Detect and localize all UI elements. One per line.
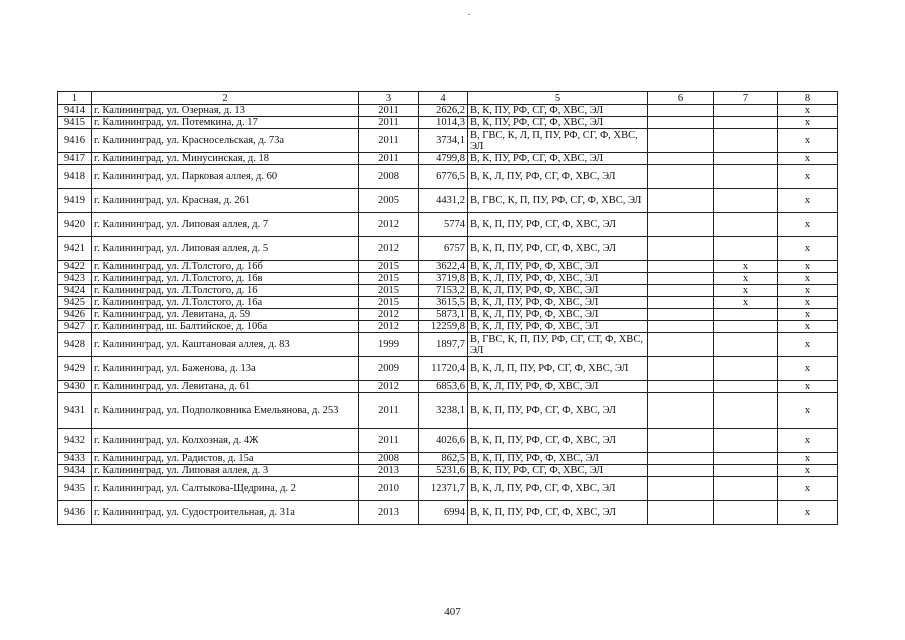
table-row (58, 273, 838, 285)
col8-cell: x (778, 501, 838, 525)
col6-cell (648, 333, 714, 357)
col-header: 7 (714, 92, 778, 105)
year-cell: 1999 (359, 333, 419, 357)
col8-cell: x (778, 273, 838, 285)
col6-cell (648, 321, 714, 333)
row-number-cell: 9415 (58, 117, 92, 129)
address-cell: г. Калининград, ул. Каштановая аллея, д. 83 (92, 333, 359, 357)
address-cell: г. Калининград, ул. Л.Толстого, д. 16в (92, 273, 359, 285)
col6-cell (648, 153, 714, 165)
col7-cell (714, 321, 778, 333)
address-cell: г. Калининград, ул. Л.Толстого, д. 16 (92, 285, 359, 297)
col7-cell (714, 213, 778, 237)
area-cell: 12259,8 (419, 321, 468, 333)
col7-cell (714, 237, 778, 261)
col7-cell (714, 453, 778, 465)
col6-cell (648, 429, 714, 453)
table-row (58, 357, 838, 381)
col-header: 4 (419, 92, 468, 105)
row-number-cell: 9432 (58, 429, 92, 453)
col6-cell (648, 261, 714, 273)
col8-cell: x (778, 297, 838, 309)
works-cell: В, ГВС, К, П, ПУ, РФ, СГ, Ф, ХВС, ЭЛ (468, 189, 648, 213)
area-cell: 5231,6 (419, 465, 468, 477)
works-cell: В, К, ПУ, РФ, СГ, Ф, ХВС, ЭЛ (468, 153, 648, 165)
address-cell: г. Калининград, ул. Колхозная, д. 4Ж (92, 429, 359, 453)
works-cell: В, К, Л, ПУ, РФ, СГ, Ф, ХВС, ЭЛ (468, 477, 648, 501)
row-number-cell: 9421 (58, 237, 92, 261)
area-cell: 6853,6 (419, 381, 468, 393)
row-number-cell: 9431 (58, 393, 92, 429)
row-number-cell: 9419 (58, 189, 92, 213)
col-header: 2 (92, 92, 359, 105)
works-cell: В, К, Л, ПУ, РФ, Ф, ХВС, ЭЛ (468, 297, 648, 309)
col8-cell: x (778, 429, 838, 453)
col6-cell (648, 213, 714, 237)
row-number-cell: 9424 (58, 285, 92, 297)
row-number-cell: 9423 (58, 273, 92, 285)
col7-cell (714, 393, 778, 429)
area-cell: 7153,2 (419, 285, 468, 297)
col8-cell: x (778, 381, 838, 393)
area-cell: 4431,2 (419, 189, 468, 213)
area-cell: 6776,5 (419, 165, 468, 189)
works-cell: В, ГВС, К, Л, П, ПУ, РФ, СГ, Ф, ХВС, ЭЛ (468, 129, 648, 153)
table-row (58, 321, 838, 333)
col6-cell (648, 453, 714, 465)
col8-cell: x (778, 129, 838, 153)
table-row (58, 105, 838, 117)
table-row (58, 213, 838, 237)
col7-cell (714, 153, 778, 165)
works-cell: В, К, Л, ПУ, РФ, СГ, Ф, ХВС, ЭЛ (468, 165, 648, 189)
col6-cell (648, 117, 714, 129)
works-cell: В, К, Л, ПУ, РФ, Ф, ХВС, ЭЛ (468, 381, 648, 393)
year-cell: 2011 (359, 105, 419, 117)
address-cell: г. Калининград, ул. Салтыкова-Щедрина, д. 2 (92, 477, 359, 501)
year-cell: 2015 (359, 261, 419, 273)
col6-cell (648, 129, 714, 153)
area-cell: 862,5 (419, 453, 468, 465)
works-cell: В, К, П, ПУ, РФ, СГ, Ф, ХВС, ЭЛ (468, 237, 648, 261)
year-cell: 2013 (359, 465, 419, 477)
table-row (58, 393, 838, 429)
table-row (58, 465, 838, 477)
year-cell: 2011 (359, 129, 419, 153)
works-cell: В, К, Л, ПУ, РФ, Ф, ХВС, ЭЛ (468, 309, 648, 321)
area-cell: 2626,2 (419, 105, 468, 117)
table-row (58, 297, 838, 309)
col8-cell: x (778, 261, 838, 273)
year-cell: 2015 (359, 297, 419, 309)
area-cell: 6994 (419, 501, 468, 525)
col6-cell (648, 165, 714, 189)
row-number-cell: 9430 (58, 381, 92, 393)
area-cell: 3238,1 (419, 393, 468, 429)
year-cell: 2012 (359, 381, 419, 393)
col7-cell: x (714, 297, 778, 309)
row-number-cell: 9436 (58, 501, 92, 525)
year-cell: 2010 (359, 477, 419, 501)
area-cell: 11720,4 (419, 357, 468, 381)
col8-cell: x (778, 165, 838, 189)
col7-cell (714, 501, 778, 525)
address-cell: г. Калининград, ул. Парковая аллея, д. 60 (92, 165, 359, 189)
row-number-cell: 9433 (58, 453, 92, 465)
table-row (58, 117, 838, 129)
year-cell: 2009 (359, 357, 419, 381)
address-cell: г. Калининград, ул. Л.Толстого, д. 16б (92, 261, 359, 273)
col-header: 8 (778, 92, 838, 105)
col8-cell: x (778, 453, 838, 465)
scan-speck (468, 14, 470, 15)
table-row (58, 453, 838, 465)
table-row (58, 153, 838, 165)
col6-cell (648, 357, 714, 381)
area-cell: 3734,1 (419, 129, 468, 153)
row-number-cell: 9414 (58, 105, 92, 117)
housing-register-table (57, 91, 838, 525)
works-cell: В, К, П, ПУ, РФ, СГ, Ф, ХВС, ЭЛ (468, 429, 648, 453)
col6-cell (648, 477, 714, 501)
col7-cell (714, 309, 778, 321)
year-cell: 2015 (359, 273, 419, 285)
address-cell: г. Калининград, ул. Баженова, д. 13а (92, 357, 359, 381)
table-row (58, 285, 838, 297)
year-cell: 2012 (359, 321, 419, 333)
works-cell: В, К, Л, ПУ, РФ, Ф, ХВС, ЭЛ (468, 261, 648, 273)
col6-cell (648, 237, 714, 261)
works-cell: В, К, ПУ, РФ, СГ, Ф, ХВС, ЭЛ (468, 117, 648, 129)
table-row (58, 477, 838, 501)
year-cell: 2011 (359, 429, 419, 453)
address-cell: г. Калининград, ул. Судостроительная, д. 31а (92, 501, 359, 525)
row-number-cell: 9428 (58, 333, 92, 357)
col-header: 6 (648, 92, 714, 105)
table-row (58, 429, 838, 453)
year-cell: 2011 (359, 393, 419, 429)
col6-cell (648, 273, 714, 285)
table-row (58, 309, 838, 321)
col7-cell: x (714, 261, 778, 273)
works-cell: В, ГВС, К, П, ПУ, РФ, СГ, СТ, Ф, ХВС, ЭЛ (468, 333, 648, 357)
year-cell: 2012 (359, 237, 419, 261)
row-number-cell: 9422 (58, 261, 92, 273)
table-row (58, 333, 838, 357)
year-cell: 2012 (359, 213, 419, 237)
col7-cell (714, 189, 778, 213)
address-cell: г. Калининград, ул. Левитана, д. 61 (92, 381, 359, 393)
col8-cell: x (778, 357, 838, 381)
table-row (58, 261, 838, 273)
works-cell: В, К, ПУ, РФ, СГ, Ф, ХВС, ЭЛ (468, 465, 648, 477)
address-cell: г. Калининград, ул. Левитана, д. 59 (92, 309, 359, 321)
works-cell: В, К, Л, П, ПУ, РФ, СГ, Ф, ХВС, ЭЛ (468, 357, 648, 381)
area-cell: 3622,4 (419, 261, 468, 273)
row-number-cell: 9425 (58, 297, 92, 309)
address-cell: г. Калининград, ул. Озерная, д. 13 (92, 105, 359, 117)
address-cell: г. Калининград, ул. Минусинская, д. 18 (92, 153, 359, 165)
col7-cell (714, 357, 778, 381)
table-row (58, 501, 838, 525)
table-row (58, 189, 838, 213)
col8-cell: x (778, 393, 838, 429)
col6-cell (648, 105, 714, 117)
col8-cell: x (778, 153, 838, 165)
address-cell: г. Калининград, ул. Подполковника Емельянова, д. 253 (92, 393, 359, 429)
area-cell: 4799,8 (419, 153, 468, 165)
year-cell: 2013 (359, 501, 419, 525)
col6-cell (648, 309, 714, 321)
col7-cell (714, 333, 778, 357)
year-cell: 2015 (359, 285, 419, 297)
area-cell: 3615,5 (419, 297, 468, 309)
col7-cell (714, 129, 778, 153)
header-row (58, 92, 838, 105)
table-row (58, 165, 838, 189)
col6-cell (648, 189, 714, 213)
works-cell: В, К, Л, ПУ, РФ, Ф, ХВС, ЭЛ (468, 273, 648, 285)
col7-cell: x (714, 273, 778, 285)
works-cell: В, К, П, ПУ, РФ, СГ, Ф, ХВС, ЭЛ (468, 213, 648, 237)
row-number-cell: 9418 (58, 165, 92, 189)
year-cell: 2008 (359, 453, 419, 465)
col8-cell: x (778, 189, 838, 213)
row-number-cell: 9416 (58, 129, 92, 153)
col6-cell (648, 285, 714, 297)
address-cell: г. Калининград, ул. Липовая аллея, д. 7 (92, 213, 359, 237)
year-cell: 2005 (359, 189, 419, 213)
row-number-cell: 9426 (58, 309, 92, 321)
address-cell: г. Калининград, ул. Красная, д. 261 (92, 189, 359, 213)
table-row (58, 237, 838, 261)
col7-cell (714, 477, 778, 501)
col8-cell: x (778, 465, 838, 477)
year-cell: 2011 (359, 117, 419, 129)
address-cell: г. Калининград, ул. Потемкина, д. 17 (92, 117, 359, 129)
works-cell: В, К, Л, ПУ, РФ, Ф, ХВС, ЭЛ (468, 321, 648, 333)
row-number-cell: 9435 (58, 477, 92, 501)
col6-cell (648, 501, 714, 525)
row-number-cell: 9420 (58, 213, 92, 237)
address-cell: г. Калининград, ул. Красносельская, д. 73а (92, 129, 359, 153)
works-cell: В, К, Л, ПУ, РФ, Ф, ХВС, ЭЛ (468, 285, 648, 297)
col7-cell (714, 117, 778, 129)
address-cell: г. Калининград, ул. Радистов, д. 15а (92, 453, 359, 465)
col7-cell (714, 465, 778, 477)
col6-cell (648, 393, 714, 429)
table-row (58, 381, 838, 393)
col8-cell: x (778, 117, 838, 129)
area-cell: 5774 (419, 213, 468, 237)
col8-cell: x (778, 213, 838, 237)
col6-cell (648, 297, 714, 309)
col6-cell (648, 465, 714, 477)
table-row (58, 129, 838, 153)
row-number-cell: 9427 (58, 321, 92, 333)
works-cell: В, К, ПУ, РФ, СГ, Ф, ХВС, ЭЛ (468, 105, 648, 117)
row-number-cell: 9434 (58, 465, 92, 477)
row-number-cell: 9417 (58, 153, 92, 165)
area-cell: 5873,1 (419, 309, 468, 321)
col8-cell: x (778, 309, 838, 321)
col8-cell: x (778, 333, 838, 357)
year-cell: 2012 (359, 309, 419, 321)
col8-cell: x (778, 477, 838, 501)
col-header: 1 (58, 92, 92, 105)
area-cell: 4026,6 (419, 429, 468, 453)
col6-cell (648, 381, 714, 393)
area-cell: 3719,8 (419, 273, 468, 285)
area-cell: 12371,7 (419, 477, 468, 501)
col7-cell (714, 429, 778, 453)
address-cell: г. Калининград, ш. Балтийское, д. 106а (92, 321, 359, 333)
area-cell: 6757 (419, 237, 468, 261)
col8-cell: x (778, 105, 838, 117)
page-number: 407 (444, 606, 461, 618)
col-header: 5 (468, 92, 648, 105)
year-cell: 2011 (359, 153, 419, 165)
year-cell: 2008 (359, 165, 419, 189)
col7-cell (714, 165, 778, 189)
address-cell: г. Калининград, ул. Липовая аллея, д. 3 (92, 465, 359, 477)
col8-cell: x (778, 321, 838, 333)
col7-cell (714, 105, 778, 117)
area-cell: 1897,7 (419, 333, 468, 357)
area-cell: 1014,3 (419, 117, 468, 129)
col8-cell: x (778, 285, 838, 297)
col7-cell (714, 381, 778, 393)
col8-cell: x (778, 237, 838, 261)
address-cell: г. Калининград, ул. Липовая аллея, д. 5 (92, 237, 359, 261)
works-cell: В, К, П, ПУ, РФ, СГ, Ф, ХВС, ЭЛ (468, 501, 648, 525)
address-cell: г. Калининград, ул. Л.Толстого, д. 16а (92, 297, 359, 309)
works-cell: В, К, П, ПУ, РФ, СГ, Ф, ХВС, ЭЛ (468, 393, 648, 429)
col7-cell: x (714, 285, 778, 297)
works-cell: В, К, П, ПУ, РФ, Ф, ХВС, ЭЛ (468, 453, 648, 465)
col-header: 3 (359, 92, 419, 105)
row-number-cell: 9429 (58, 357, 92, 381)
